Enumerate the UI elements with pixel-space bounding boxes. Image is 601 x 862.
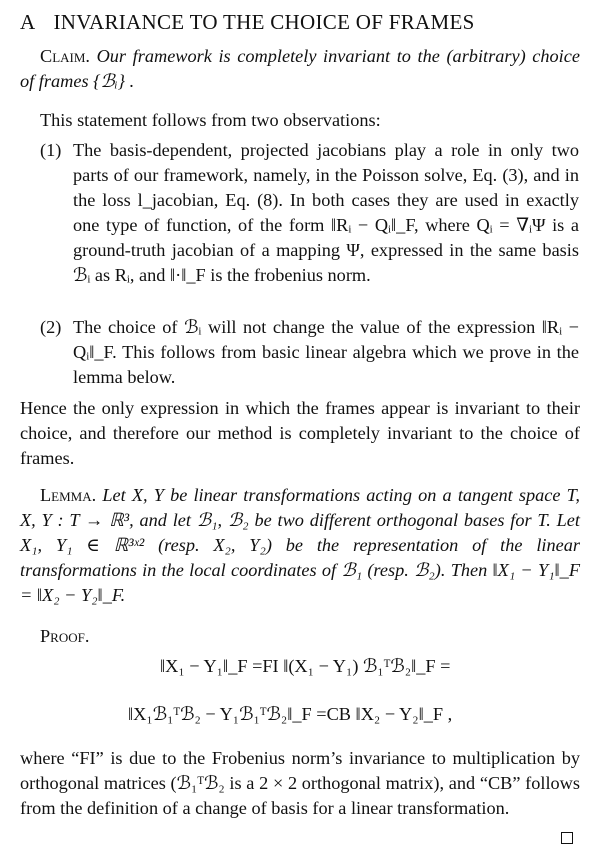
claim-text: Our framework is completely invariant to the (arbitrary) choice of frames {ℬᵢ} .: [20, 46, 580, 91]
proof-text: where “FI” is due to the Frobenius norm’s invariance to multiplication by orthogonal matrices (ℬ₁ᵀℬ₂ is a 2 × 2 orthogonal matrix), and “CB” follows from the definition of a change of basis for a linear transformation.: [20, 748, 580, 818]
proof-label: Proof.: [40, 626, 90, 646]
equation-line-2: ‖X₁ℬ₁ᵀℬ₂ − Y₁ℬ₁ᵀℬ₂‖_F =CB ‖X₂ − Y₂‖_F ,: [128, 704, 453, 724]
item-number-1: (1): [40, 140, 62, 160]
lemma-text: Let X, Y be linear transformations acting on a tangent space T, X, Y : T → ℝ³, and let ℬ₁, ℬ₂ be two different orthogonal bases for T. Let X₁, Y₁ ∈ ℝ³ˣ² (resp. X₂, Y₂) be the representation of the linear transformations in the local coordinates of ℬ₁ (resp. ℬ₂). Then ‖X₁ − Y₁‖_F = ‖X₂ − Y₂‖_F.: [20, 485, 580, 605]
claim-paragraph: [20, 44, 580, 94]
claim-label: Claim.: [40, 46, 90, 66]
item-number-2: (2): [40, 317, 62, 337]
section-number: A: [20, 10, 36, 34]
equation-line-1: ‖X₁ − Y₁‖_F =FI ‖(X₁ − Y₁) ℬ₁ᵀℬ₂‖_F =: [160, 656, 451, 676]
item-text-2: The choice of ℬᵢ will not change the value of the expression ‖Rᵢ − Qᵢ‖_F. This follows from basic linear algebra which we prove in the lemma below.: [73, 317, 579, 387]
section-heading: [20, 10, 475, 35]
conclusion-paragraph: Hence the only expression in which the frames appear is invariant to their choice, and therefore our method is completely invariant to the choice of frames.: [20, 398, 580, 468]
intro-text: This statement follows from two observations:: [40, 110, 381, 130]
lemma-label: Lemma.: [40, 485, 97, 505]
section-title: INVARIANCE TO THE CHOICE OF FRAMES: [53, 10, 475, 34]
qed-square-icon: [561, 832, 573, 844]
item-text-1: The basis-dependent, projected jacobians play a role in only two parts of our framework, namely, in the Poisson solve, Eq. (3), and in the loss l_jacobian, Eq. (8). In both cases they are used in exactly one type of function, of the form ‖Rᵢ − Qᵢ‖_F, where Qᵢ = ∇ᵢΨ is a ground-truth jacobian of a mapping Ψ, expressed in the same basis ℬᵢ as Rᵢ, and ‖·‖_F is the frobenius norm.: [73, 140, 579, 285]
lemma-paragraph: [20, 483, 580, 608]
